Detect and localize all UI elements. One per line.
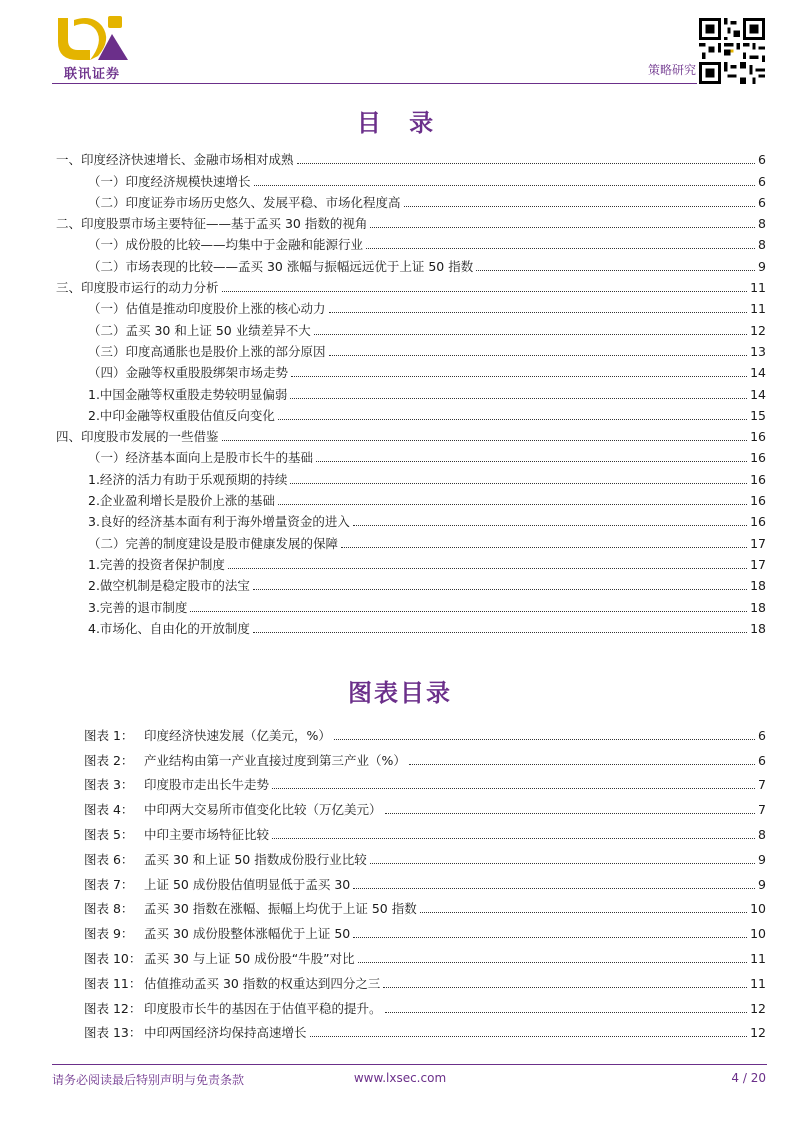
dot-leader bbox=[253, 631, 747, 633]
toc-entry-page: 13 bbox=[750, 343, 766, 359]
toc-entry[interactable] bbox=[56, 232, 766, 253]
toc-entry-label: 2.中印金融等权重股估值反向变化 bbox=[88, 407, 275, 423]
dot-leader bbox=[290, 482, 747, 484]
figure-entry-title: 孟买 30 成份股整体涨幅优于上证 50 bbox=[144, 926, 351, 942]
toc-entry-label: （二）印度证券市场历史悠久、发展平稳、市场化程度高 bbox=[88, 194, 401, 210]
toc-entry-label: 1.中国金融等权重股走势较明显偏弱 bbox=[88, 386, 288, 402]
toc-entry[interactable] bbox=[56, 466, 766, 487]
toc-entry-page: 18 bbox=[750, 578, 766, 594]
dot-leader bbox=[329, 354, 748, 356]
figure-entry[interactable] bbox=[84, 893, 766, 918]
dot-leader bbox=[353, 524, 747, 526]
figure-entry[interactable] bbox=[84, 1017, 766, 1042]
figure-entry-page: 9 bbox=[758, 876, 766, 892]
website-link[interactable]: www.lxsec.com bbox=[353, 1071, 447, 1085]
section-label: 策略研究 bbox=[647, 63, 696, 77]
figure-entry-title: 中印两大交易所市值变化比较（万亿美元） bbox=[144, 802, 382, 818]
toc-entry-page: 12 bbox=[750, 322, 766, 338]
toc-entry[interactable] bbox=[56, 381, 766, 402]
figure-entry-title: 印度经济快速发展（亿美元，%） bbox=[144, 727, 331, 743]
dot-leader bbox=[353, 887, 755, 889]
toc-entry-label: 1.经济的活力有助于乐观预期的持续 bbox=[88, 471, 288, 487]
figure-entry-label: 图表 4： bbox=[84, 802, 134, 818]
figure-entry-title: 孟买 30 指数在涨幅、振幅上均优于上证 50 指数 bbox=[144, 901, 417, 917]
toc-entry-page: 6 bbox=[758, 173, 766, 189]
toc-entry-label: （三）印度高通胀也是股价上涨的部分原因 bbox=[88, 343, 326, 359]
dot-leader bbox=[190, 610, 747, 612]
figure-entry-page: 8 bbox=[758, 826, 766, 842]
toc-entry[interactable] bbox=[56, 445, 766, 466]
figure-entry-title: 产业结构由第一产业直接过度到第三产业（%） bbox=[144, 752, 406, 768]
toc-entry[interactable] bbox=[56, 488, 766, 509]
figure-entry-title: 中印主要市场特征比较 bbox=[144, 826, 270, 842]
toc-entry[interactable] bbox=[56, 403, 766, 424]
toc-entry[interactable] bbox=[56, 275, 766, 296]
toc-entry-label: （四）金融等权重股股绑架市场走势 bbox=[88, 365, 289, 381]
figure-list-title: 图表目录 bbox=[348, 679, 452, 707]
dot-leader bbox=[291, 375, 747, 377]
dot-leader bbox=[370, 862, 755, 864]
dot-leader bbox=[278, 503, 747, 505]
figure-entry-label: 图表 9： bbox=[84, 926, 134, 942]
toc-entry-label: 3.完善的退市制度 bbox=[88, 599, 188, 615]
toc-entry-page: 18 bbox=[750, 620, 766, 636]
figure-entry-page: 9 bbox=[758, 851, 766, 867]
figure-entry-label: 图表 6： bbox=[84, 851, 134, 867]
dot-leader bbox=[253, 588, 747, 590]
dot-leader bbox=[385, 812, 756, 814]
toc-entry-label: （一）成份股的比较——均集中于金融和能源行业 bbox=[88, 237, 364, 253]
toc-entry[interactable] bbox=[56, 552, 766, 573]
figure-entry[interactable] bbox=[84, 917, 766, 942]
dot-leader bbox=[316, 460, 747, 462]
footer-divider bbox=[52, 1064, 767, 1065]
qr-code-icon bbox=[699, 18, 765, 84]
dot-leader bbox=[278, 418, 747, 420]
toc-entry[interactable] bbox=[56, 360, 766, 381]
figure-entry-title: 中印两国经济均保持高速增长 bbox=[144, 1025, 307, 1041]
figure-entry-page: 6 bbox=[758, 752, 766, 768]
toc-entry-page: 17 bbox=[750, 556, 766, 572]
figure-entry-title: 上证 50 成份股估值明显低于孟买 30 bbox=[144, 876, 351, 892]
toc-entry[interactable] bbox=[56, 211, 766, 232]
toc-entry-page: 18 bbox=[750, 599, 766, 615]
toc-entry[interactable] bbox=[56, 509, 766, 530]
figure-entry-page: 12 bbox=[750, 1000, 766, 1016]
toc-entry[interactable] bbox=[56, 339, 766, 360]
logo-text: 联讯证券 bbox=[63, 67, 120, 82]
toc-entry-page: 16 bbox=[750, 493, 766, 509]
toc-entry-page: 8 bbox=[758, 237, 766, 253]
figure-entry-label: 图表 13： bbox=[84, 1025, 142, 1041]
figure-entry[interactable] bbox=[84, 942, 766, 967]
figure-entry[interactable] bbox=[84, 793, 766, 818]
toc-entry[interactable] bbox=[56, 317, 766, 338]
toc-entry[interactable] bbox=[56, 168, 766, 189]
toc-entry-label: 2.企业盈利增长是股价上涨的基础 bbox=[88, 493, 275, 509]
toc-entry-page: 9 bbox=[758, 258, 766, 274]
toc-entry[interactable] bbox=[56, 573, 766, 594]
toc-entry[interactable] bbox=[56, 190, 766, 211]
toc-entry-page: 16 bbox=[750, 471, 766, 487]
toc-entry-page: 15 bbox=[750, 407, 766, 423]
dot-leader bbox=[222, 290, 748, 292]
dot-leader bbox=[358, 961, 747, 963]
figure-entry[interactable] bbox=[84, 818, 766, 843]
toc-entry-label: 二、印度股票市场主要特征——基于孟买 30 指数的视角 bbox=[56, 216, 368, 232]
figure-entry[interactable] bbox=[84, 769, 766, 794]
toc-list bbox=[56, 147, 766, 637]
figure-entry-page: 7 bbox=[758, 802, 766, 818]
toc-entry[interactable] bbox=[56, 253, 766, 274]
toc-entry-label: 3.良好的经济基本面有利于海外增量资金的进入 bbox=[88, 514, 350, 530]
toc-entry-page: 8 bbox=[758, 216, 766, 232]
dot-leader bbox=[329, 311, 748, 313]
figure-entry-page: 12 bbox=[750, 1025, 766, 1041]
dot-leader bbox=[385, 1011, 748, 1013]
figure-entry[interactable] bbox=[84, 719, 766, 744]
toc-entry-page: 16 bbox=[750, 514, 766, 530]
figure-entry[interactable] bbox=[84, 744, 766, 769]
toc-entry-page: 16 bbox=[750, 450, 766, 466]
figure-entry-label: 图表 12： bbox=[84, 1000, 142, 1016]
toc-entry-page: 17 bbox=[750, 535, 766, 551]
toc-entry[interactable] bbox=[56, 296, 766, 317]
toc-entry-label: （一）印度经济规模快速增长 bbox=[88, 173, 251, 189]
dot-leader bbox=[409, 763, 755, 765]
figure-entry-page: 7 bbox=[758, 777, 766, 793]
figure-entry-title: 印度股市走出长牛走势 bbox=[144, 777, 270, 793]
page-number: 4 / 20 bbox=[731, 1071, 766, 1085]
toc-entry-page: 11 bbox=[750, 280, 766, 296]
figure-entry-label: 图表 2： bbox=[84, 752, 134, 768]
dot-leader bbox=[404, 205, 756, 207]
toc-entry-label: 1.完善的投资者保护制度 bbox=[88, 556, 225, 572]
dot-leader bbox=[420, 911, 747, 913]
toc-entry[interactable] bbox=[56, 530, 766, 551]
toc-entry-label: 一、印度经济快速增长、金融市场相对成熟 bbox=[56, 152, 294, 168]
toc-entry-label: 4.市场化、自由化的开放制度 bbox=[88, 620, 250, 636]
figure-entry-page: 6 bbox=[758, 727, 766, 743]
figure-entry-page: 11 bbox=[750, 975, 766, 991]
toc-title: 目 录 bbox=[356, 109, 444, 137]
disclaimer-link[interactable]: 请务必阅读最后特别声明与免责条款 bbox=[52, 1073, 245, 1087]
dot-leader bbox=[334, 738, 755, 740]
figure-entry[interactable] bbox=[84, 967, 766, 992]
header-divider bbox=[52, 83, 697, 84]
dot-leader bbox=[254, 184, 756, 186]
dot-leader bbox=[383, 986, 747, 988]
dot-leader bbox=[476, 269, 755, 271]
figure-entry[interactable] bbox=[84, 868, 766, 893]
figure-entry-page: 10 bbox=[750, 901, 766, 917]
figure-entry[interactable] bbox=[84, 992, 766, 1017]
toc-entry[interactable] bbox=[56, 616, 766, 637]
toc-entry-page: 11 bbox=[750, 301, 766, 317]
dot-leader bbox=[353, 936, 747, 938]
figure-entry-label: 图表 10： bbox=[84, 950, 142, 966]
toc-entry-page: 14 bbox=[750, 365, 766, 381]
dot-leader bbox=[314, 333, 747, 335]
toc-entry[interactable] bbox=[56, 594, 766, 615]
toc-entry[interactable] bbox=[56, 147, 766, 168]
figure-entry-label: 图表 5： bbox=[84, 826, 134, 842]
figure-entry-title: 孟买 30 与上证 50 成份股“牛股”对比 bbox=[144, 950, 355, 966]
figure-entry-title: 印度股市长牛的基因在于估值平稳的提升。 bbox=[144, 1000, 382, 1016]
dot-leader bbox=[297, 162, 756, 164]
dot-leader bbox=[272, 787, 755, 789]
dot-leader bbox=[222, 439, 748, 441]
toc-entry-label: （一）经济基本面向上是股市长牛的基础 bbox=[88, 450, 314, 466]
figure-entry-label: 图表 11： bbox=[84, 975, 142, 991]
dot-leader bbox=[341, 546, 747, 548]
figure-entry-page: 11 bbox=[750, 950, 766, 966]
dot-leader bbox=[272, 837, 755, 839]
toc-entry-label: 四、印度股市发展的一些借鉴 bbox=[56, 429, 219, 445]
figure-entry-title: 孟买 30 和上证 50 指数成份股行业比较 bbox=[144, 851, 367, 867]
toc-entry-label: （一）估值是推动印度股价上涨的核心动力 bbox=[88, 301, 326, 317]
dot-leader bbox=[370, 226, 755, 228]
dot-leader bbox=[310, 1035, 748, 1037]
figure-entry[interactable] bbox=[84, 843, 766, 868]
toc-entry[interactable] bbox=[56, 424, 766, 445]
dot-leader bbox=[228, 567, 747, 569]
figure-entry-label: 图表 1： bbox=[84, 727, 134, 743]
dot-leader bbox=[366, 247, 755, 249]
toc-entry-label: （二）完善的制度建设是股市健康发展的保障 bbox=[88, 535, 339, 551]
figure-list bbox=[84, 719, 766, 1041]
figure-entry-page: 10 bbox=[750, 926, 766, 942]
toc-entry-label: 三、印度股市运行的动力分析 bbox=[56, 280, 219, 296]
toc-entry-label: （二）市场表现的比较——孟买 30 涨幅与振幅远远优于上证 50 指数 bbox=[88, 258, 474, 274]
figure-entry-label: 图表 3： bbox=[84, 777, 134, 793]
toc-entry-page: 16 bbox=[750, 429, 766, 445]
figure-entry-label: 图表 7： bbox=[84, 876, 134, 892]
toc-entry-page: 6 bbox=[758, 194, 766, 210]
figure-entry-title: 估值推动孟买 30 指数的权重达到四分之三 bbox=[144, 975, 381, 991]
dot-leader bbox=[290, 397, 747, 399]
toc-entry-page: 14 bbox=[750, 386, 766, 402]
toc-entry-label: （二）孟买 30 和上证 50 业绩差异不大 bbox=[88, 322, 311, 338]
toc-entry-label: 2.做空机制是稳定股市的法宝 bbox=[88, 578, 250, 594]
page-header bbox=[0, 0, 800, 90]
figure-entry-label: 图表 8： bbox=[84, 901, 134, 917]
toc-entry-page: 6 bbox=[758, 152, 766, 168]
